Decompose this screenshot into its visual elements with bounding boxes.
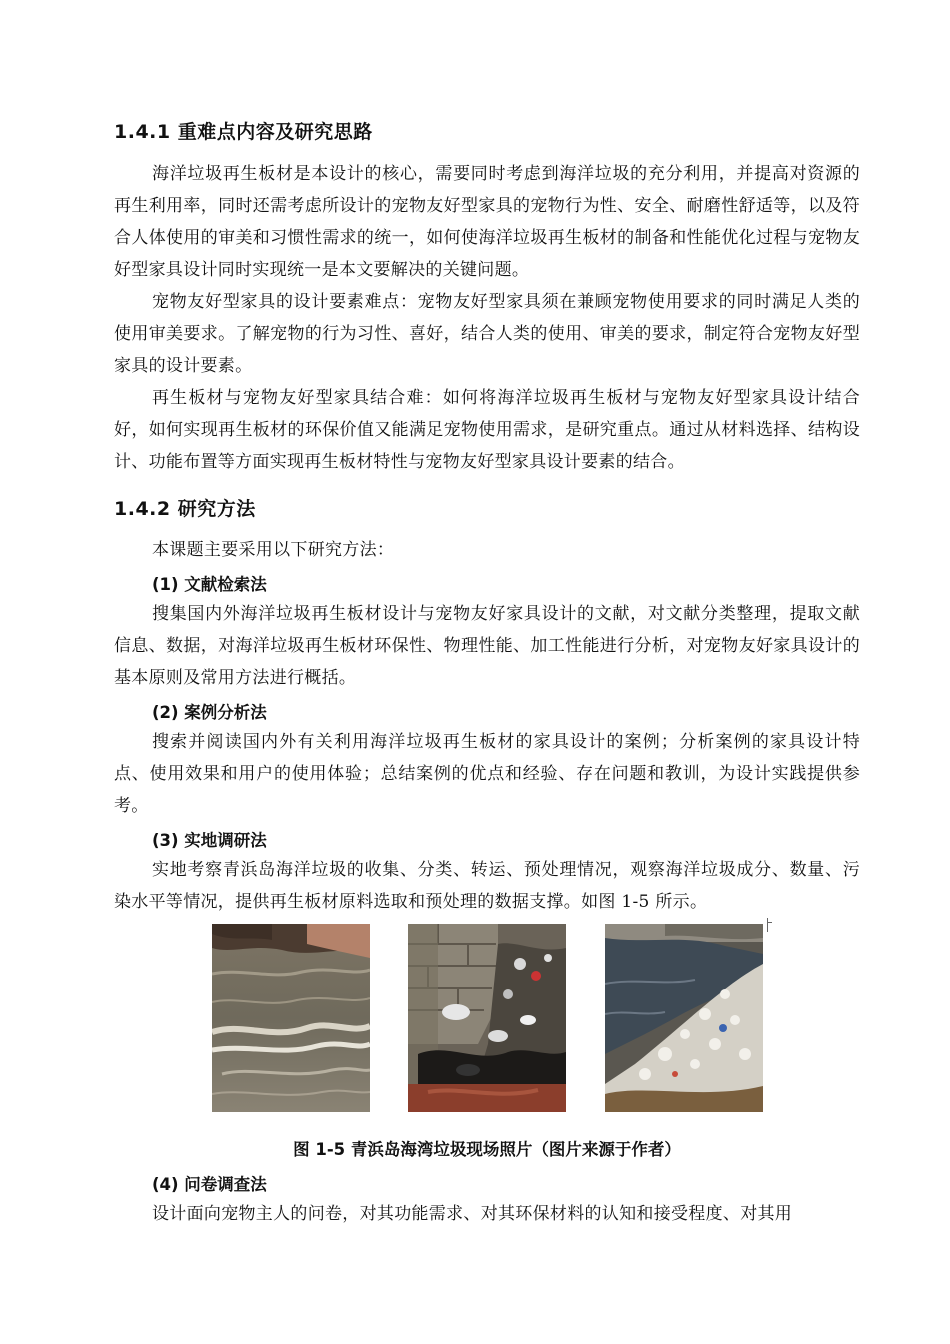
section-heading-1-4-2: 1.4.2 研究方法 — [114, 498, 256, 520]
method-4-title: (4) 问卷调查法 — [152, 1175, 267, 1194]
paragraph-material-integration: 再生板材与宠物友好型家具结合难：如何将海洋垃圾再生板材与宠物友好型家具设计结合好，如何实现再生板材的环保价值又能满足宠物使用需求，是研究重点。通过从材料选择、结构设计、功能布置等方面实现再生板材特性与宠物友好型家具设计要素的结合。 — [114, 388, 860, 472]
photo-bay-trash-line — [605, 924, 763, 1112]
photo-wall-debris — [408, 924, 566, 1112]
method-4-text: 设计面向宠物主人的问卷，对其功能需求、对其环保材料的认知和接受程度、对其用 — [152, 1204, 793, 1224]
method-2-text: 搜索并阅读国内外有关利用海洋垃圾再生板材的家具设计的案例；分析案例的家具设计特点、使用效果和用户的使用体验；总结案例的优点和经验、存在问题和教训，为设计实践提供参考。 — [114, 732, 860, 816]
cursor-mark — [767, 918, 768, 932]
method-1-title: (1) 文献检索法 — [152, 575, 267, 594]
paragraph-key-issues: 海洋垃圾再生板材是本设计的核心，需要同时考虑到海洋垃圾的充分利用，并提高对资源的再生利用率，同时还需考虑所设计的宠物友好型家具的宠物行为性、安全、耐磨性舒适等，以及符合人体使用的审美和习惯性需求的统一，如何使海洋垃圾再生板材的制备和性能优化过程与宠物友好型家具设计同时实现统一是本文要解决的关键问题。 — [114, 164, 860, 280]
photo-shoreline-waves — [212, 924, 370, 1112]
paragraph-methods-intro: 本课题主要采用以下研究方法： — [152, 540, 395, 560]
figure-caption: 图 1-5 青浜岛海湾垃圾现场照片（图片来源于作者） — [293, 1140, 681, 1159]
section-heading-1-4-1: 1.4.1 重难点内容及研究思路 — [114, 121, 373, 143]
method-1-text: 搜集国内外海洋垃圾再生板材设计与宠物友好家具设计的文献，对文献分类整理，提取文献信息、数据，对海洋垃圾再生板材环保性、物理性能、加工性能进行分析，对宠物友好家具设计的基本原则及常用方法进行概括。 — [114, 604, 860, 688]
paragraph-design-difficulty: 宠物友好型家具的设计要素难点：宠物友好型家具须在兼顾宠物使用要求的同时满足人类的使用审美要求。了解宠物的行为习性、喜好，结合人类的使用、审美的要求，制定符合宠物友好型家具的设计要素。 — [114, 292, 860, 376]
method-3-title: (3) 实地调研法 — [152, 831, 267, 850]
method-2-title: (2) 案例分析法 — [152, 703, 267, 722]
method-3-text: 实地考察青浜岛海洋垃圾的收集、分类、转运、预处理情况，观察海洋垃圾成分、数量、污染水平等情况，提供再生板材原料选取和预处理的数据支撑。如图 1-5 所示。 — [114, 860, 860, 912]
